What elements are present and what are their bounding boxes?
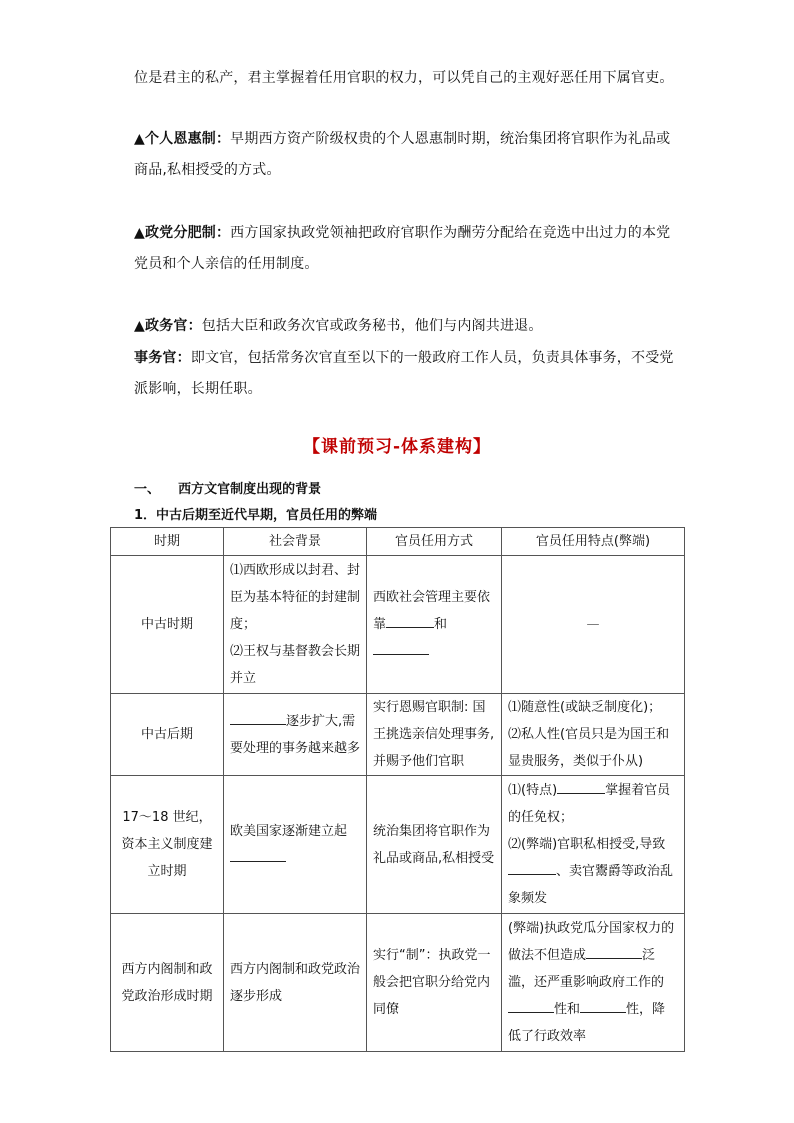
feature-text: 、卖官鬻爵等政治乱象频发 bbox=[508, 864, 674, 906]
feature-item: ⑴随意性(或缺乏制度化)； bbox=[508, 700, 662, 715]
term-spoils-system bbox=[134, 218, 679, 280]
cell-period: 中古后期 bbox=[111, 694, 224, 776]
background-item: ⑴西欧形成以封君、封臣为基本特征的封建制度； bbox=[230, 563, 361, 632]
header-method: 官员任用方式 bbox=[367, 528, 502, 556]
feature-text: 泛滥，还严重影响政府工作的 bbox=[508, 948, 665, 990]
term-label: ▲政党分肥制 bbox=[134, 225, 216, 241]
cell-background: 西方内阁制和政党政治逐步形成 bbox=[224, 914, 367, 1052]
term-personal-favor bbox=[134, 124, 679, 186]
cell-background bbox=[224, 556, 367, 694]
term-sep: ： bbox=[176, 350, 191, 366]
cell-method: 实行恩赐官职制: 国王挑选亲信处理事务,并赐予他们官职 bbox=[367, 694, 502, 776]
fill-blank[interactable] bbox=[230, 847, 286, 862]
term-label: ▲政务官 bbox=[134, 318, 188, 334]
officials-table bbox=[110, 527, 685, 1052]
background-item: ⑵王权与基督教会长期并立 bbox=[230, 644, 361, 686]
cell-feature bbox=[502, 694, 685, 776]
table-header-row bbox=[111, 528, 685, 556]
cell-background bbox=[224, 694, 367, 776]
term-text: 即文官，包括常务次官直至以下的一般政府工作人员，负责具体事务，不受党派影响，长期任职。 bbox=[134, 350, 674, 397]
table-row bbox=[111, 556, 685, 694]
intro-paragraph bbox=[134, 63, 679, 94]
background-text: 欧美国家逐渐建立起 bbox=[230, 823, 348, 839]
fill-blank[interactable] bbox=[586, 944, 642, 959]
cell-feature bbox=[502, 914, 685, 1052]
term-label: 事务官 bbox=[134, 350, 177, 366]
feature-text: ⑵(弊端)官职私相授受,导致 bbox=[508, 837, 666, 852]
cell-feature bbox=[502, 776, 685, 914]
cell-method: 统治集团将官职作为礼品或商品,私相授受 bbox=[367, 776, 502, 914]
term-sep: ： bbox=[215, 225, 231, 241]
fill-blank[interactable] bbox=[557, 779, 605, 794]
method-text: 西欧社会管理主要依靠 bbox=[373, 590, 491, 632]
feature-text: ⑴(特点) bbox=[508, 783, 558, 798]
header-period: 时期 bbox=[111, 528, 224, 556]
cell-feature: — bbox=[502, 556, 685, 694]
term-sep: ： bbox=[187, 318, 202, 334]
term-text: 早期西方资产阶级权贵的个人恩惠制时期，统治集团将官职作为礼品或商品,私相授受的方式。 bbox=[134, 131, 671, 178]
term-sep: ： bbox=[215, 131, 231, 147]
fill-blank[interactable] bbox=[230, 710, 286, 725]
method-text: 和 bbox=[434, 617, 448, 632]
header-background: 社会背景 bbox=[224, 528, 367, 556]
outline-level2: 1．中古后期至近代早期，官员任用的弊端 bbox=[134, 508, 378, 523]
header-feature: 官员任用特点(弊端) bbox=[502, 528, 685, 556]
cell-method: 实行“制”：执政党一般会把官职分给党内同僚 bbox=[367, 914, 502, 1052]
term-civil-servant bbox=[134, 343, 679, 405]
feature-text: 性和 bbox=[554, 1002, 581, 1017]
table-row bbox=[111, 914, 685, 1052]
fill-blank[interactable] bbox=[386, 613, 434, 628]
cell-background bbox=[224, 776, 367, 914]
term-text: 包括大臣和政务次官或政务秘书，他们与内阁共进退。 bbox=[201, 318, 543, 334]
section-title: 【课前预习-体系建构】 bbox=[302, 437, 492, 457]
cell-method bbox=[367, 556, 502, 694]
outline-level1: 一、 西方文官制度出现的背景 bbox=[134, 482, 322, 497]
background-text: 逐步扩大,需要处理的事务越来越多 bbox=[230, 713, 361, 756]
fill-blank[interactable] bbox=[373, 640, 429, 655]
feature-item bbox=[508, 831, 678, 912]
feature-item: ⑵私人性(官员只是为国王和显贵服务，类似于仆从) bbox=[508, 727, 670, 769]
table-row bbox=[111, 694, 685, 776]
feature-text: 掌握着官员的任免权； bbox=[508, 783, 671, 825]
feature-item bbox=[508, 777, 678, 831]
cell-period: 17～18 世纪，资本主义制度建立时期 bbox=[111, 776, 224, 914]
feature-text: 性，降低了行政效率 bbox=[508, 1002, 666, 1044]
table-row bbox=[111, 776, 685, 914]
term-political-official bbox=[134, 311, 679, 342]
fill-blank[interactable] bbox=[580, 998, 626, 1013]
term-label: ▲个人恩惠制 bbox=[134, 131, 216, 147]
fill-blank[interactable] bbox=[508, 860, 556, 875]
cell-period: 西方内阁制和政党政治形成时期 bbox=[111, 914, 224, 1052]
intro-text: 位是君主的私产，君主掌握着任用官职的权力，可以凭自己的主观好恶任用下属官吏。 bbox=[134, 70, 674, 86]
feature-text: (弊端)执政党瓜分国家权力的做法不但造成 bbox=[508, 921, 675, 963]
fill-blank[interactable] bbox=[508, 998, 554, 1013]
cell-period: 中古时期 bbox=[111, 556, 224, 694]
term-text: 西方国家执政党领袖把政府官职作为酬劳分配给在竞选中出过力的本党党员和个人亲信的任用制度。 bbox=[134, 225, 671, 272]
